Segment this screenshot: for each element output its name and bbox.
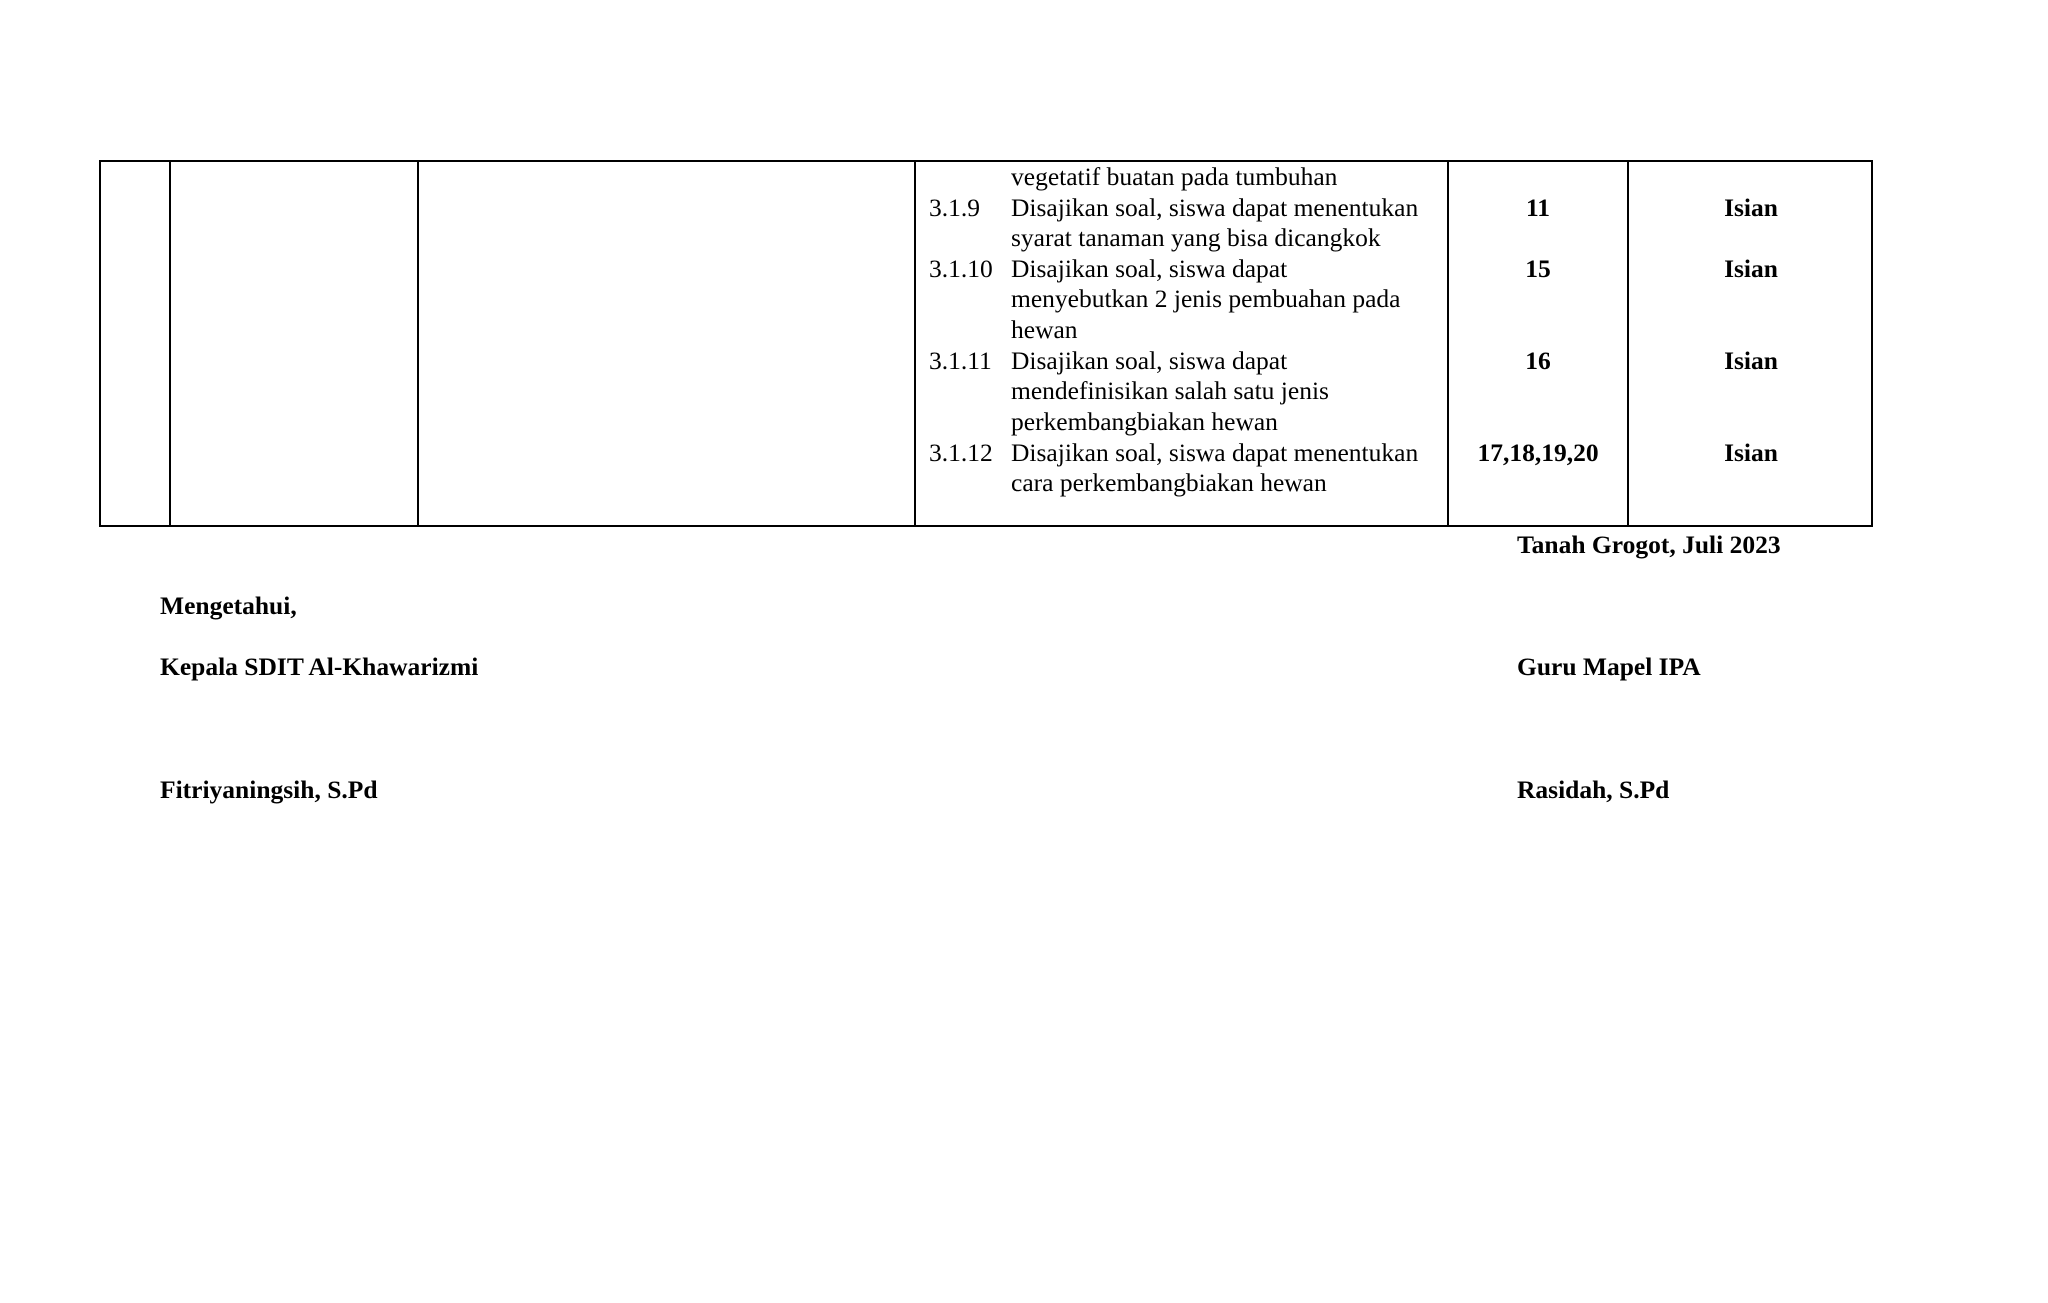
indicator-code: 3.1.10	[929, 254, 993, 283]
teacher-title: Guru Mapel IPA	[1517, 652, 1701, 681]
indicator-text-line: menyebutkan 2 jenis pembuahan pada	[1011, 284, 1401, 313]
place-date: Tanah Grogot, Juli 2023	[1517, 530, 1781, 559]
column-divider	[417, 162, 419, 525]
question-form: Isian	[1724, 193, 1778, 222]
question-number: 17,18,19,20	[1477, 438, 1599, 467]
indicator-text-line: hewan	[1011, 315, 1078, 344]
question-number: 11	[1525, 193, 1551, 222]
indicator-text-line: Disajikan soal, siswa dapat	[1011, 254, 1288, 283]
indicator-code: 3.1.11	[929, 346, 992, 375]
question-form: Isian	[1724, 254, 1778, 283]
acknowledged-label: Mengetahui,	[160, 591, 297, 620]
question-form: Isian	[1724, 438, 1778, 467]
indicator-text-line: Disajikan soal, siswa dapat menentukan	[1011, 438, 1419, 467]
indicator-text-line: mendefinisikan salah satu jenis	[1011, 376, 1329, 405]
question-number: 16	[1525, 346, 1551, 375]
indicator-text-line: Disajikan soal, siswa dapat menentukan	[1011, 193, 1419, 222]
question-number: 15	[1525, 254, 1551, 283]
indicator-text-line: syarat tanaman yang bisa dicangkok	[1011, 223, 1381, 252]
indicator-text-line: Disajikan soal, siswa dapat	[1011, 346, 1288, 375]
indicator-text-line: perkembangbiakan hewan	[1011, 407, 1278, 436]
indicator-continuation-line: vegetatif buatan pada tumbuhan	[1011, 162, 1338, 191]
indicator-table	[99, 160, 1873, 527]
principal-name: Fitriyaningsih, S.Pd	[160, 775, 378, 804]
indicator-code: 3.1.9	[929, 193, 980, 222]
column-divider	[169, 162, 171, 525]
indicator-code: 3.1.12	[929, 438, 993, 467]
question-form: Isian	[1724, 346, 1778, 375]
indicator-text-line: cara perkembangbiakan hewan	[1011, 468, 1327, 497]
teacher-name: Rasidah, S.Pd	[1517, 775, 1670, 804]
principal-title: Kepala SDIT Al-Khawarizmi	[160, 652, 479, 681]
column-divider	[914, 162, 916, 525]
